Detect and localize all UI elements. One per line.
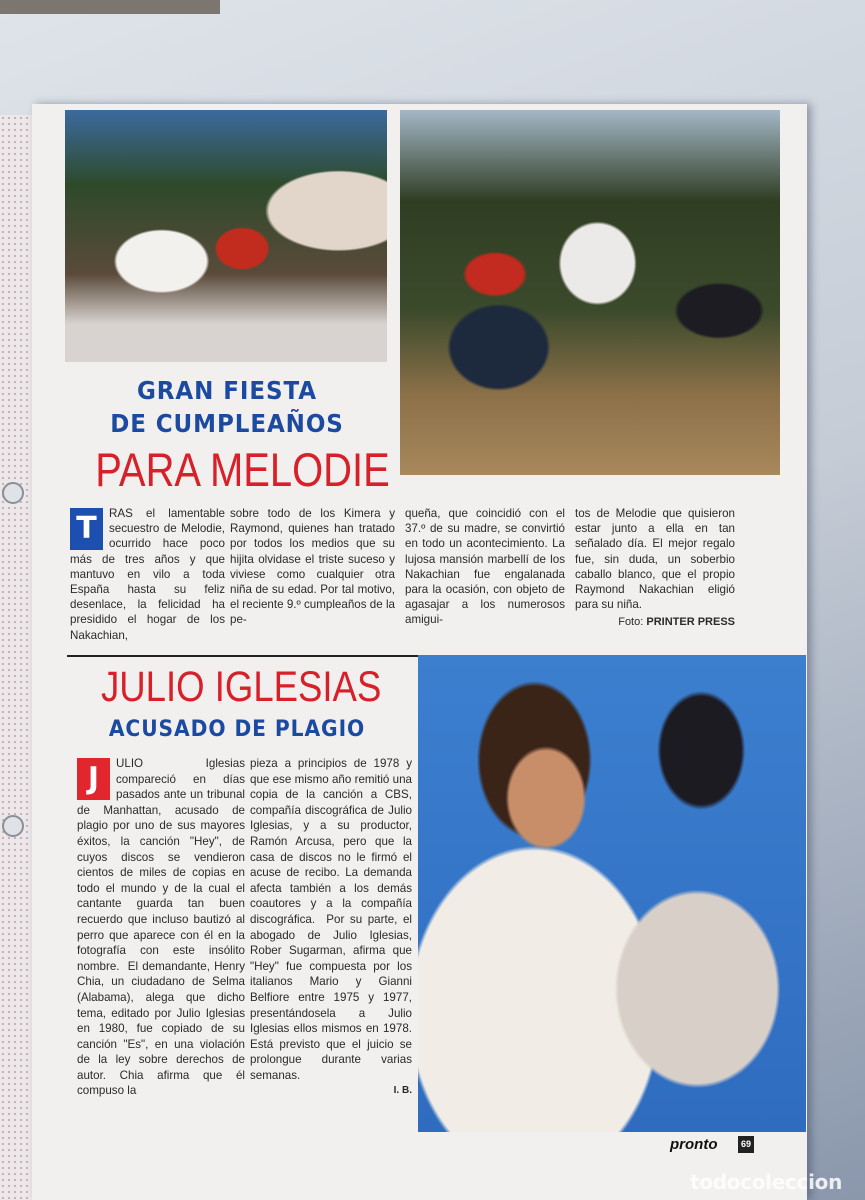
- headline-line: JULIO IGLESIAS: [101, 663, 382, 711]
- white-horse-photo: [400, 110, 780, 475]
- author-signature: I. B.: [393, 1085, 412, 1097]
- julio-iglesias-dog-photo: [418, 655, 806, 1132]
- article-column: [250, 756, 412, 1099]
- clipping-edge: [0, 0, 220, 14]
- column-text: tos de Melodie que quisieron estar junto a ella en tan señalado día. El mejor regalo fue, sin duda, un soberbio caballo blanco, que el propio Raymond Nakachian eligió para su niña.: [575, 507, 735, 612]
- article-column: [77, 756, 245, 1099]
- headline-line: DE CUMPLEAÑOS: [110, 409, 344, 438]
- column-text: RAS el lamentable secuestro de Melodie, ocurrido hace poco más de tres años y que mantuvo en vilo a toda España hasta su feliz desenlace, la felicidad ha presidido el hogar de los Nakachian,: [70, 507, 225, 642]
- column-text: pieza a principios de 1978 y que ese mismo año remitió una copia de la canción a CBS, compañía discográfica de Julio Iglesias, y a su productor, Ramón Arcusa, pero que la casa de discos no le firmó el acuse de recibo. La demanda afecta también a los demás coautores y a la compañía discográfica. Por su parte, el abogado de Julio Iglesias, Rober Sugarman, afirma que "Hey" fue compuesta por los italianos Mario y Gianni Belfiore entre 1975 y 1977, presentándosela a Julio Iglesias ellos mismos en 1978. Está previsto que el juicio se prolongue durante varias semanas.: [250, 757, 412, 1082]
- drop-cap: J: [77, 758, 110, 800]
- binder-hole: [2, 482, 24, 504]
- birthday-party-photo: [65, 110, 387, 362]
- article-column: sobre todo de los Kimera y Raymond, quienes han tratado por todos los medios que su hijita olvidase el triste suceso y viviese como cualquier otra niña de su edad. Por tal motivo, el reciente 9.º cumpleaños de la pe-: [230, 507, 395, 627]
- binder-hole: [2, 815, 24, 837]
- magazine-page: [32, 104, 807, 1200]
- magazine-name: pronto: [670, 1136, 718, 1153]
- article-column: [70, 506, 225, 643]
- article-column: [575, 506, 735, 631]
- headline-line: PARA MELODIE: [95, 443, 390, 496]
- photo-credit-label: Foto:: [618, 616, 644, 629]
- drop-cap: T: [70, 508, 103, 550]
- headline-line: GRAN FIESTA: [136, 376, 318, 405]
- photo-credit: PRINTER PRESS: [646, 616, 735, 629]
- article-column: queña, que coincidió con el 37.º de su madre, se convirtió en todo un acontecimiento. La lujosa mansión marbellí de los Nakachian fue engalanada para la ocasión, con objeto de agasajar a los numerosos amigui-: [405, 507, 565, 627]
- headline-line: ACUSADO DE PLAGIO: [108, 717, 366, 742]
- watermark: todocoleccion: [690, 1170, 843, 1194]
- page-number: 69: [738, 1136, 754, 1153]
- column-text: ULIO Iglesias compareció en días pasados ante un tribunal de Manhattan, acusado de plagio por uno de sus mayores éxitos, la canción "Hey", de cuyos discos se vendieron cientos de miles de copias en todo el mundo y de la cual el cantante guarda tan buen recuerdo que incluso bautizó al perro que aparece con él en la fotografía con este insólito nombre. El demandante, Henry Chia, un ciudadano de Selma (Alabama), alega que dicho tema, editado por Julio Iglesias en 1980, fue copiado de su canción "Es", en una violación de la ley sobre derechos de autor. Chia afirma que él compuso la: [77, 757, 245, 1098]
